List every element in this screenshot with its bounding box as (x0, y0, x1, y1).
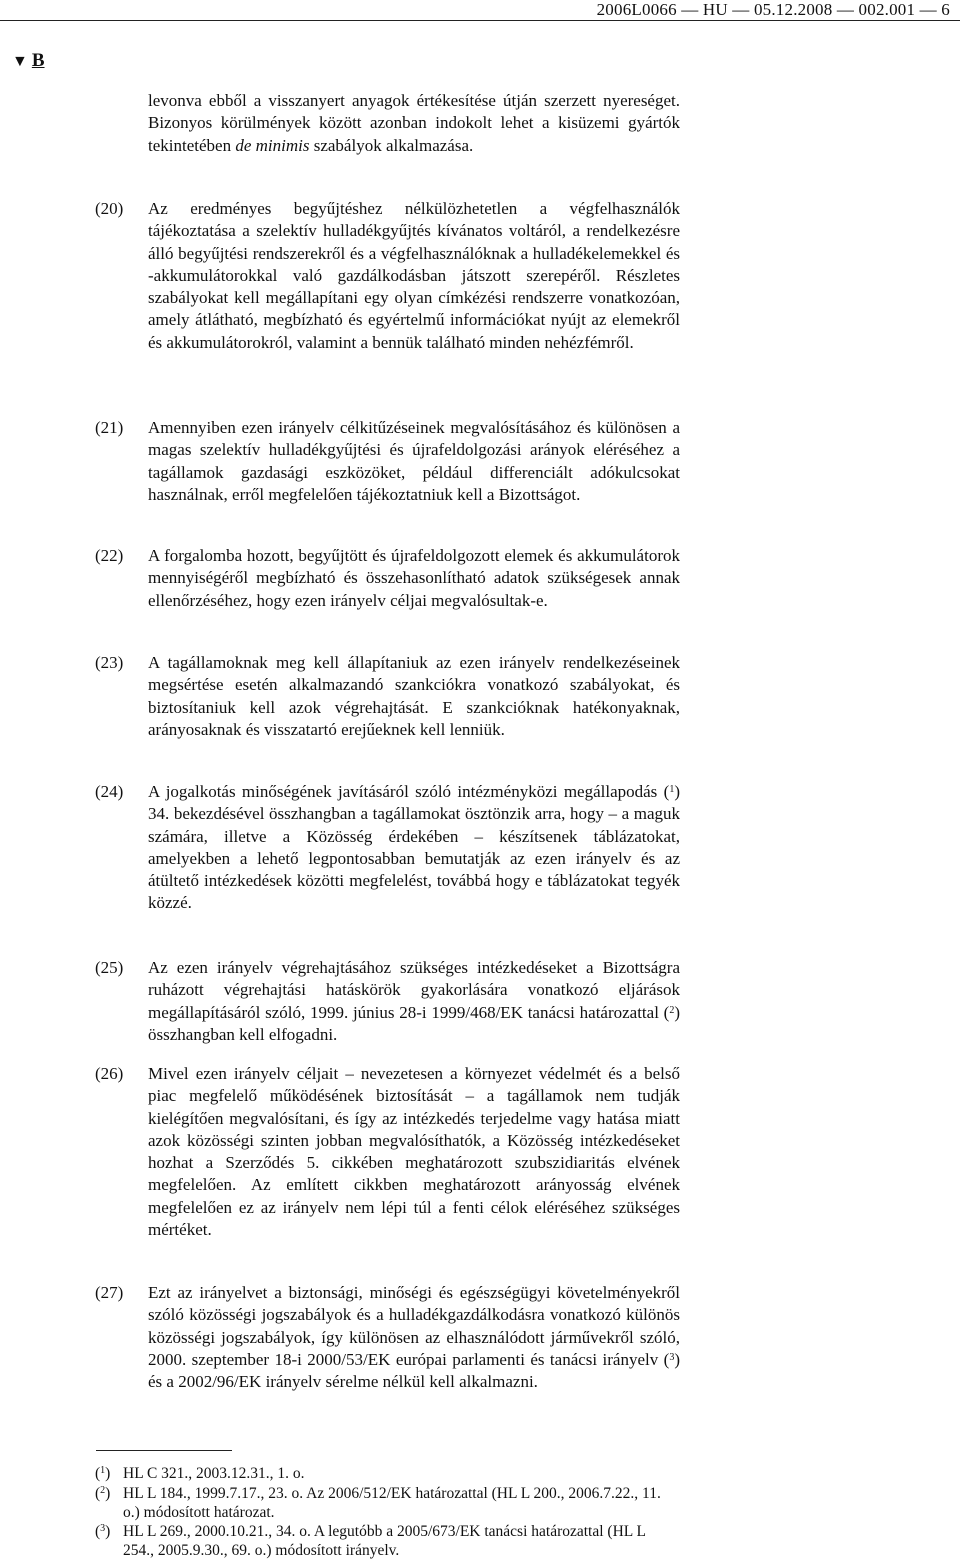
recital-27 (95, 1282, 680, 1393)
recital-number: (27) (95, 1283, 124, 1302)
recital-number: (23) (95, 653, 124, 672)
recital-number: (20) (95, 199, 124, 218)
recital-22 (95, 545, 680, 612)
footnote-number: ($^3$) (95, 1523, 111, 1540)
footnote-1 (95, 1464, 680, 1483)
recital-text-start: Az ezen irányelv végrehajtásához szükséges intézkedéseket a Bizottságra ruházott végrehajtási hatáskörök gyakorlására vonatkozó eljárások megállapításáról szóló, 1999. június 28-i 1999/468/EK tanácsi határozattal ( (148, 958, 680, 1022)
recital-text (148, 1282, 680, 1393)
recital-text: A forgalomba hozott, begyűjtött és újrafeldolgozott elemek és akkumulátorok mennyiségéről megbízható és összehasonlítható adatok szükségesek annak ellenőrzéséhez, hogy ezen irányelv céljai megvalósultak-e. (148, 546, 680, 610)
footnote-number: ($^2$) (95, 1485, 111, 1502)
recital-number: (22) (95, 546, 124, 565)
source-letter: B (31, 50, 45, 71)
recital-25 (95, 957, 680, 1046)
recital-text: Az eredményes begyűjtéshez nélkülözhetetlen a végfelhasználók tájékoztatása a szelektív hulladékgyűjtés kívánatos voltáról, a rendelkezésre álló begyűjtési rendszerekről és a végfelhasználóknak a hulladékelemekkel és -akkumulátorokkal való gazdálkodásban játszott szerepéről. Részletes szabályokat kell megállapítani egy olyan címkézési rendszerre vonatkozóan, amely átlátható, megbízható és egyértelmű információkat nyújt az elemekről és akkumulátorokról, valamint a bennük található minden nehézfémről. (148, 199, 680, 352)
recital-text: Mivel ezen irányelv céljait – nevezetesen a környezet védelmét és a belső piac megfelelő működésének biztosítását – a tagállamok nem tudják kielégítően megvalósítani, és így az intézkedés terjedelme vagy hatása miatt azok közösségi szinten jobban megvalósíthatók, a Közösség intézkedéseket hozhat a Szerződés 5. cikkében meghatározott szubszidiaritás elvének megfelelően. Az említett cikkben meghatározott arányosság elvének megfelelően ez az irányelv nem lépi túl a fenti célok eléréséhez szükséges mértéket. (148, 1064, 680, 1240)
recital-number: (21) (95, 418, 124, 437)
amendment-marker (12, 50, 45, 73)
recital-text-start: Ezt az irányelvet a biztonsági, minőségi és egészségügyi követelményekről szóló közösségi jogszabályok és a hulladékgazdálkodásra vonatkozó különös közösségi jogszabályok, így különösen az elhasználódott járművekről szóló, 2000. szeptember 18-i 2000/53/EK európai parlamenti és tanácsi irányelv ( (148, 1283, 680, 1369)
recital-text-end: ) és a 2002/96/EK irányelv sérelme nélkül kell alkalmazni. (148, 1349, 680, 1392)
recital-text (148, 957, 680, 1046)
recital-24 (95, 781, 680, 915)
recital-text-start: A jogalkotás minőségének javításáról szóló intézményközi megállapodás ( (148, 782, 670, 801)
document-reference: 2006L0066 — HU — 05.12.2008 — 002.001 — 6 (596, 0, 950, 19)
footnote-ref-3[interactable]: 3 (669, 1351, 675, 1363)
footnote-text: HL C 321., 2003.12.31., 1. o. (123, 1465, 305, 1482)
recital-26 (95, 1063, 680, 1241)
recital-number: (24) (95, 782, 124, 801)
recital-text: A tagállamoknak meg kell állapítaniuk az ezen irányelv rendelkezéseinek megsértése esetén alkalmazandó szankciókra vonatkozó szabályokat, és biztosítaniuk kell azok végrehajtását. E szankcióknak hatékonyaknak, arányosaknak és visszatartó erejűeknek kell lenniük. (148, 653, 680, 739)
footnote-2 (95, 1484, 680, 1522)
footnote-text: HL L 269., 2000.10.21., 34. o. A legutóbb a 2005/673/EK tanácsi határozattal (HL L 254., 2005.9.30., 69. o.) módosított irányelv. (123, 1523, 646, 1559)
page-header (0, 0, 960, 21)
recital-21 (95, 417, 680, 506)
footnote-text: HL L 184., 1999.7.17., 23. o. Az 2006/512/EK határozattal (HL L 200., 2006.7.22., 11. o.) módosított határozat. (123, 1485, 661, 1521)
recital-text-end: ) összhangban kell elfogadni. (148, 1002, 680, 1044)
recital-text-end: ) 34. bekezdésével összhangban a tagállamokat ösztönzik arra, hogy – a maguk számára, illetve a Közösség érdekében – készítsenek táblázatokat, amelyekben a lehető legpontosabban bemutatják az ezen irányelv és az átültető intézkedések közötti megfelelést, továbbá hogy e táblázatokat tegyék közzé. (148, 782, 680, 913)
triangle-marker-icon: ▼ (12, 53, 28, 70)
recital-20 (95, 198, 680, 354)
recital-23 (95, 652, 680, 741)
footnote-marker: 1 (100, 1465, 106, 1476)
intro-paragraph: levonva ebből a visszanyert anyagok értékesítése útján szerzett nyereséget. Bizonyos körülmények között azonban indokolt lehet a kisüzemi gyártók tekintetében de minimis szabályok alkalmazása. (148, 91, 680, 155)
footnote-ref-2[interactable]: 2 (669, 1004, 675, 1016)
footnote-number: ($^1$) (95, 1465, 111, 1482)
latin-term: de minimis (235, 135, 310, 155)
footnote-marker: 2 (100, 1485, 106, 1496)
recital-number: (26) (95, 1064, 124, 1083)
footnote-ref-1[interactable]: 1 (669, 784, 675, 795)
footnote-3 (95, 1522, 680, 1560)
recital-number: (25) (95, 958, 124, 977)
recital-text: Amennyiben ezen irányelv célkitűzéseinek megvalósításához és különösen a magas szelektív hulladékgyűjtési és újrafeldolgozási arányok eléréséhez a tagállamok gazdasági eszközöket, például differenciált adókulcsokat használnak, erről megfelelően tájékoztatniuk kell a Bizottságot. (148, 418, 680, 504)
footnote-divider (96, 1450, 232, 1451)
recital-text (148, 781, 680, 915)
footnote-marker: 3 (100, 1523, 106, 1534)
